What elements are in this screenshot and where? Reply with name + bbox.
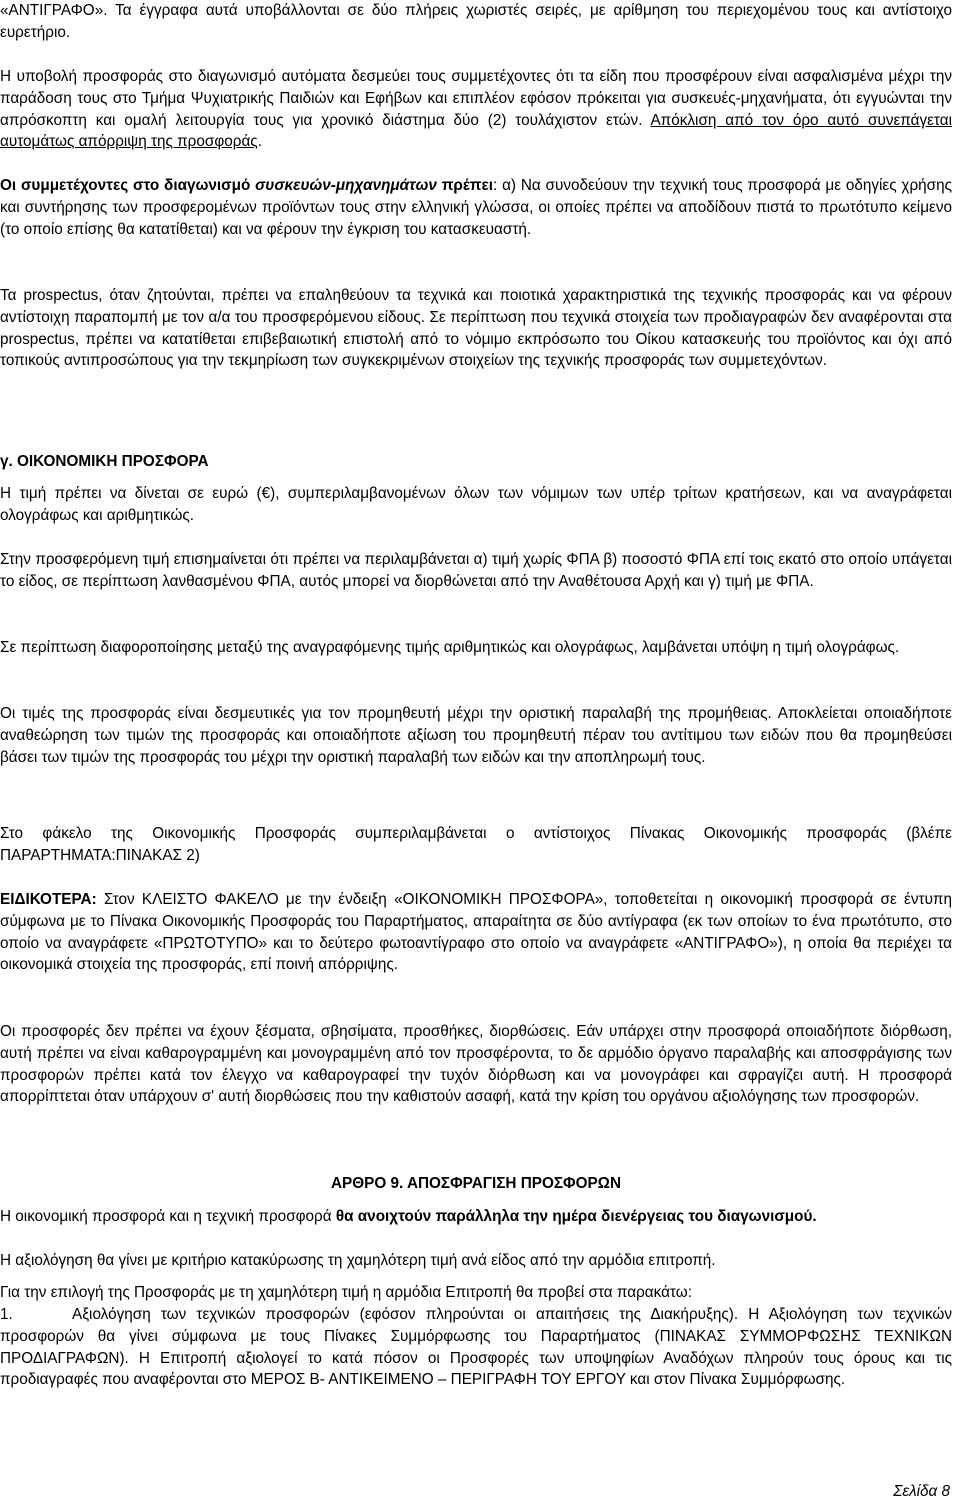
price-discrepancy-text: Σε περίπτωση διαφοροποίησης μεταξύ της αναγραφόμενης τιμής αριθμητικώς και ολογράφως, λαμβάνεται υπόψη η τιμή ολογράφως. <box>0 639 900 656</box>
paragraph-price-vat <box>0 549 952 593</box>
heading-financial-offer-text: γ. ΟΙΚΟΝΟΜΙΚΗ ΠΡΟΣΦΟΡΑ <box>0 453 209 470</box>
paragraph-device-instructions <box>0 175 952 240</box>
bold-italic-devices-phrase: συσκευών-μηχανημάτων <box>255 177 437 194</box>
corrections-text: Οι προσφορές δεν πρέπει να έχουν ξέσματα, σβησίματα, προσθήκες, διορθώσεις. Εάν υπάρχει στην προσφορά οποιαδήποτε διόρθωση, αυτή πρέπει να είναι καθαρογραμμένη και μονογραμμένη από τον προσφέροντα, το δε αρμόδιο όργανο παραλαβής και αποσφράγισης των προσφορών πρέπει κατά τον έλεγχο να καθαρογραφεί την τυχόν διόρθωση και να μονογράφει και σφραγίζει αυτή. Η προσφορά απορρίπτεται όταν υπάρχουν σ' αυτή διορθώσεις που την καθιστούν ασαφή, κατά την κρίση του οργάνου αξιολόγησης των προσφορών. <box>0 1023 952 1106</box>
paragraph-specifically <box>0 889 952 976</box>
paragraph-copy-note-text: «ΑΝΤΙΓΡΑΦΟ». Τα έγγραφα αυτά υποβάλλονται σε δύο πλήρεις χωριστές σειρές, με αρίθμηση του περιεχομένου τους και αντίστοιχο ευρετήριο. <box>0 2 952 41</box>
opening-offers-text: Η οικονομική προσφορά και η τεχνική προσφορά <box>0 1208 332 1225</box>
paragraph-opening-offers <box>0 1206 952 1228</box>
price-vat-text: Στην προσφερόμενη τιμή επισημαίνεται ότι πρέπει να περιλαμβάνεται α) τιμή χωρίς ΦΠΑ β) ποσοστό ΦΠΑ επί τοις εκατό στο οποίο υπάγεται το είδος, σε περίπτωση λανθασμένου ΦΠΑ, αυτός μπορεί να διορθώνεται από την Αναθέτουσα Αρχή και γ) τιμή με ΦΠΑ. <box>0 551 952 590</box>
bold-opening-same-day: θα ανοιχτούν παράλληλα την ημέρα διενέργειας του διαγωνισμού. <box>335 1208 817 1225</box>
list-item-1 <box>0 1304 952 1391</box>
heading-article-9 <box>0 1173 952 1195</box>
device-instructions-text: : α) Να συνοδεύουν την τεχνική τους προσφορά με οδηγίες χρήσης και συντήρησης των προσφερομένων προϊόντων τους στην ελληνική γλώσσα, οι οποίες πρέπει να αποδίδουν πιστά το πρωτότυπο κείμενο (το οποίο επίσης θα κατατίθεται) και να φέρουν την έγκριση του κατασκευαστή. <box>0 177 952 238</box>
paragraph-price-discrepancy <box>0 637 952 659</box>
heading-article-9-text: ΑΡΘΡΟ 9. ΑΠΟΣΦΡΑΓΙΣΗ ΠΡΟΣΦΟΡΩΝ <box>331 1175 621 1192</box>
rejection-clause-underlined: Απόκλιση από τον όρο αυτό συνεπάγεται αυτομάτως απόρριψη της προσφοράς <box>0 111 953 151</box>
financial-envelope-text: Στο φάκελο της Οικονομικής Προσφοράς συμπεριλαμβάνεται ο αντίστοιχος Πίνακας Οικονομικής προσφοράς (βλέπε ΠΑΡΑΡΤΗΜΑΤΑ:ΠΙΝΑΚΑΣ 2) <box>0 825 952 864</box>
paragraph-financial-envelope <box>0 823 952 867</box>
bold-specifically-label: ΕΙΔΙΚΟΤΕΡΑ: <box>0 891 97 908</box>
bold-participants-phrase: Οι συμμετέχοντες στο διαγωνισμό <box>0 177 251 194</box>
prospectus-text: Τα prospectus, όταν ζητούνται, πρέπει να επαληθεύουν τα τεχνικά και ποιοτικά χαρακτηριστικά της τεχνικής προσφοράς και να φέρουν αντίστοιχη παραπομπή με τον α/α του προσφερόμενου είδους. Σε περίπτωση που τεχνικά στοιχεία των προδιαγραφών δεν αναφέρονται στα prospectus, πρέπει να κατατίθεται επιβεβαιωτική επιστολή από το νόμιμο εκπρόσωπο του Οίκου κατασκευής του προϊόντος και όχι από τοπικούς αντιπροσώπους για την τεκμηρίωση των συγκεκριμένων στοιχείων της τεχνικής προσφοράς των συμμετεχόντων. <box>0 287 952 370</box>
paragraph-corrections <box>0 1021 952 1108</box>
heading-financial-offer <box>0 451 952 473</box>
rejection-clause-period: . <box>257 133 262 151</box>
list-item-1-number: 1. <box>0 1306 13 1323</box>
specifically-text: Στον ΚΛΕΙΣΤΟ ΦΑΚΕΛΟ με την ένδειξη «ΟΙΚΟΝΟΜΙΚΗ ΠΡΟΣΦΟΡΑ», τοποθετείται η οικονομική προσφορά σε έντυπη σύμφωνα με το Πίνακα Οικονομικής Προσφοράς του Παραρτήματος, απαραίτητα σε δύο αντίγραφα (εκ των οποίων το ένα πρωτότυπο, στο οποίο να αναγράφετε «ΠΡΩΤΟΤΥΠΟ» και το δεύτερο φωτοαντίγραφο στο οποίο να αναγράφετε «ΑΝΤΙΓΡΑΦΟ»), η οποία θα περιέχει τα οικονομικά στοιχεία της προσφοράς, επί ποινή απόρριψης. <box>0 891 952 974</box>
list-item-1-text: Αξιολόγηση των τεχνικών προσφορών (εφόσον πληρούνται οι απαιτήσεις της Διακήρυξης). Η Αξιολόγηση των τεχνικών προσφορών θα γίνει σύμφωνα με τους Πίνακες Συμμόρφωσης του Παραρτήματος (ΠΙΝΑΚΑΣ ΣΥΜΜΟΡΦΩΣΗΣ ΤΕΧΝΙΚΩΝ ΠΡΟΔΙΑΓΡΑΦΩΝ). Η Επιτροπή αξιολογεί το κατά πόσον οι Προσφορές των υποψηφίων Αναδόχων πληρούν τους όρους και τις προδιαγραφές που αναφέρονται στο ΜΕΡΟΣ Β- ΑΝΤΙΚΕΙΜΕΝΟ – ΠΕΡΙΓΡΑΦΗ ΤΟΥ ΕΡΓΟΥ και στον Πίνακα Συμμόρφωσης. <box>0 1306 952 1389</box>
selection-procedure-text: Για την επιλογή της Προσφοράς με τη χαμηλότερη τιμή η αρμόδια Επιτροπή θα προβεί στα παρακάτω: <box>0 1284 692 1301</box>
paragraph-insurance-text: Η υποβολή προσφοράς στο διαγωνισμό αυτόματα δεσμεύει τους συμμετέχοντες ότι τα είδη που προσφέρουν είναι ασφαλισμένα μέχρι την παράδοση τους στο Τμήμα Ψυχιατρικής Παιδιών και Εφήβων και επιπλέον εφόσον πρόκειται για συσκευές-μηχανήματα, ότι εγγυώνται την απρόσκοπτη και ομαλή λειτουργία τους για χρονικό διάστημα δύο (2) τουλάχιστον ετών. <box>0 68 952 129</box>
binding-prices-text: Οι τιμές της προσφοράς είναι δεσμευτικές για τον προμηθευτή μέχρι την οριστική παραλαβή της προμήθειας. Αποκλείεται οποιαδήποτε αναθεώρηση των τιμών της προσφοράς και οποιαδήποτε αξίωση του προμηθευτή πέραν του αντίτιμου των ειδών που θα προμηθεύσει βάσει των τιμών της προσφοράς του μέχρι την οριστική παραλαβή των ειδών και την αποπληρωμή τους. <box>0 705 952 766</box>
evaluation-criterion-text: Η αξιολόγηση θα γίνει με κριτήριο κατακύρωσης τη χαμηλότερη τιμή ανά είδος από την αρμόδια επιτροπή. <box>0 1252 716 1269</box>
paragraph-selection-procedure <box>0 1282 952 1304</box>
paragraph-evaluation-criterion <box>0 1250 952 1272</box>
page-number: Σελίδα 8 <box>893 1483 950 1500</box>
paragraph-prospectus <box>0 285 952 372</box>
price-currency-text: Η τιμή πρέπει να δίνεται σε ευρώ (€), συμπεριλαμβανομένων όλων των νόμιμων των υπέρ τρίτων κρατήσεων, και να αναγράφεται ολογράφως και αριθμητικώς. <box>0 485 952 524</box>
paragraph-binding-prices <box>0 703 952 768</box>
paragraph-insurance-warranty <box>0 66 952 153</box>
paragraph-copy-note <box>0 0 952 44</box>
paragraph-price-currency <box>0 483 952 527</box>
bold-must-word: πρέπει <box>441 177 494 194</box>
